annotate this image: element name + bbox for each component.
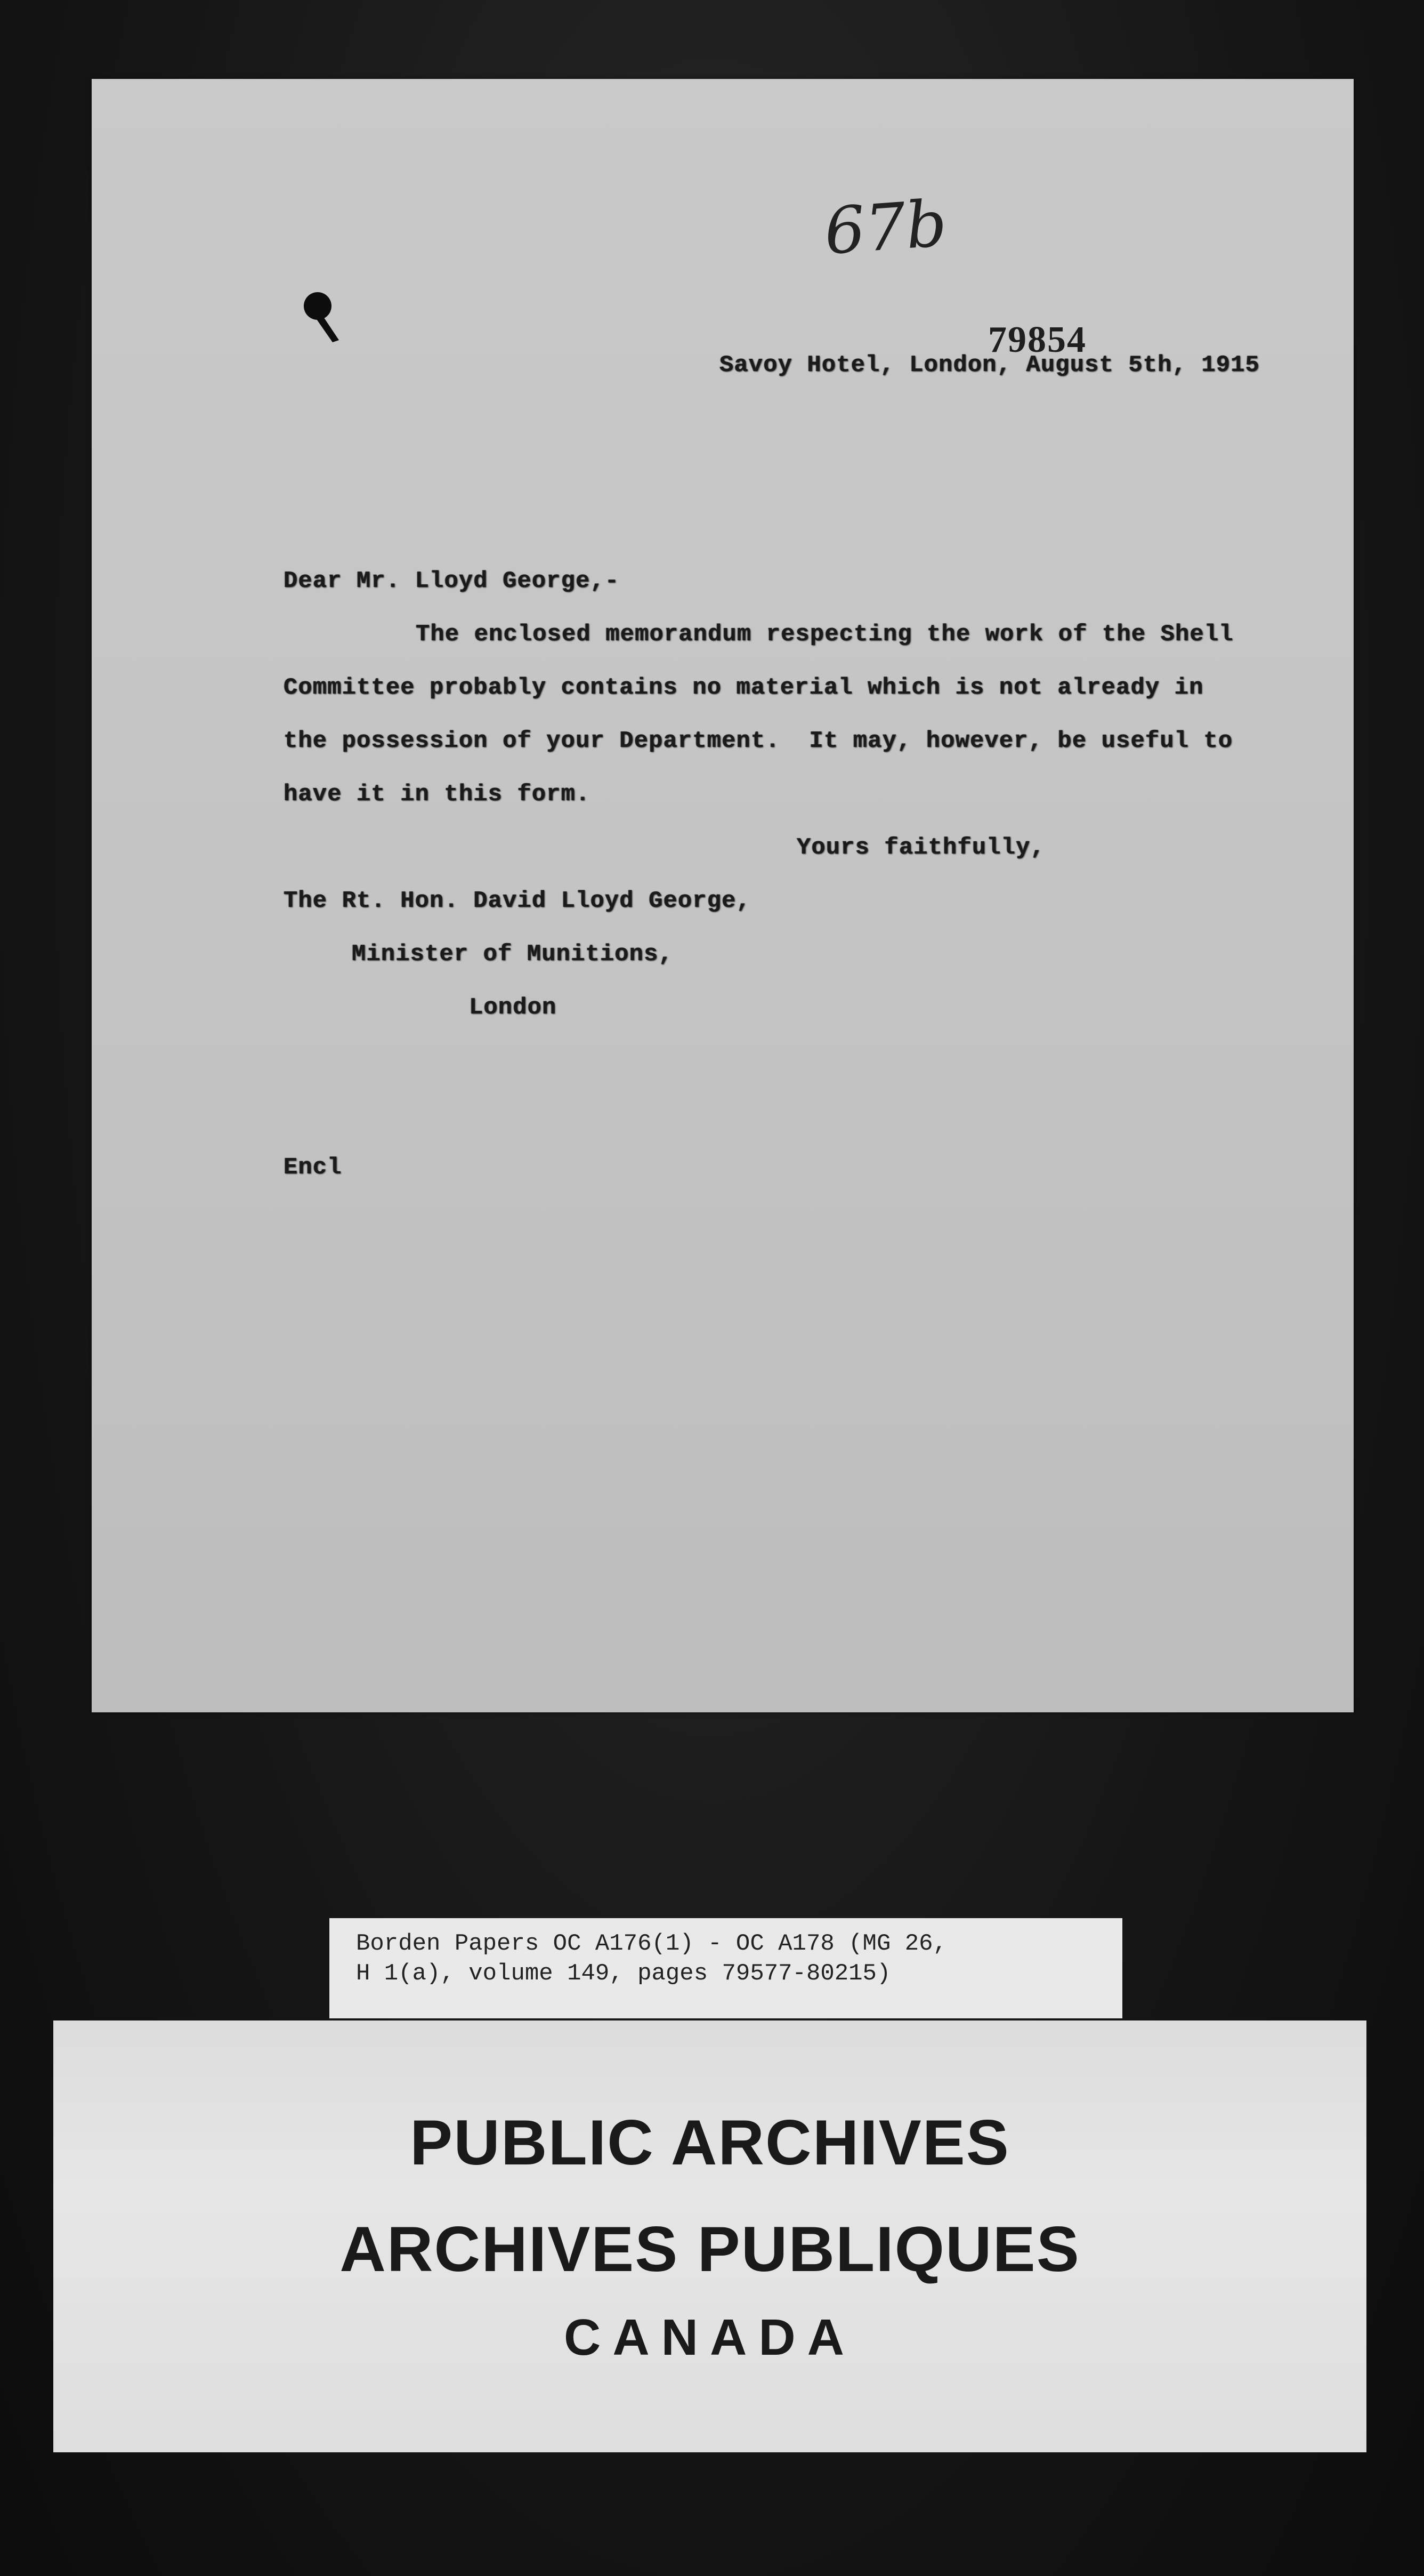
addressee-city: London bbox=[469, 994, 557, 1021]
body-line: Committee probably contains no material which is not already in bbox=[284, 674, 1204, 701]
reference-line: Borden Papers OC A176(1) - OC A178 (MG 26, bbox=[356, 1930, 947, 1957]
body-line: have it in this form. bbox=[284, 781, 590, 808]
reference-line: H 1(a), volume 149, pages 79577-80215) bbox=[356, 1960, 891, 1987]
body-line: the possession of your Department. It may, however, be useful to bbox=[284, 728, 1233, 754]
archive-title-french: ARCHIVES PUBLIQUES bbox=[339, 2213, 1080, 2285]
body-line: The enclosed memorandum respecting the work of the Shell bbox=[416, 621, 1234, 648]
enclosure-note: Encl bbox=[284, 1154, 342, 1181]
dateline: Savoy Hotel, London, August 5th, 1915 bbox=[719, 352, 1260, 379]
addressee-title: Minister of Munitions, bbox=[352, 941, 673, 968]
salutation: Dear Mr. Lloyd George,- bbox=[284, 568, 620, 594]
archive-country: CANADA bbox=[564, 2309, 856, 2366]
reference-label bbox=[329, 1918, 1122, 2018]
archive-title-english: PUBLIC ARCHIVES bbox=[410, 2107, 1010, 2178]
addressee-name: The Rt. Hon. David Lloyd George, bbox=[284, 888, 751, 914]
document-number: 79854 bbox=[988, 319, 1087, 360]
closing: Yours faithfully, bbox=[797, 834, 1045, 861]
punch-hole-mark bbox=[301, 288, 343, 347]
handwritten-page-number: 67b bbox=[822, 187, 950, 269]
public-archives-card bbox=[53, 2020, 1366, 2452]
